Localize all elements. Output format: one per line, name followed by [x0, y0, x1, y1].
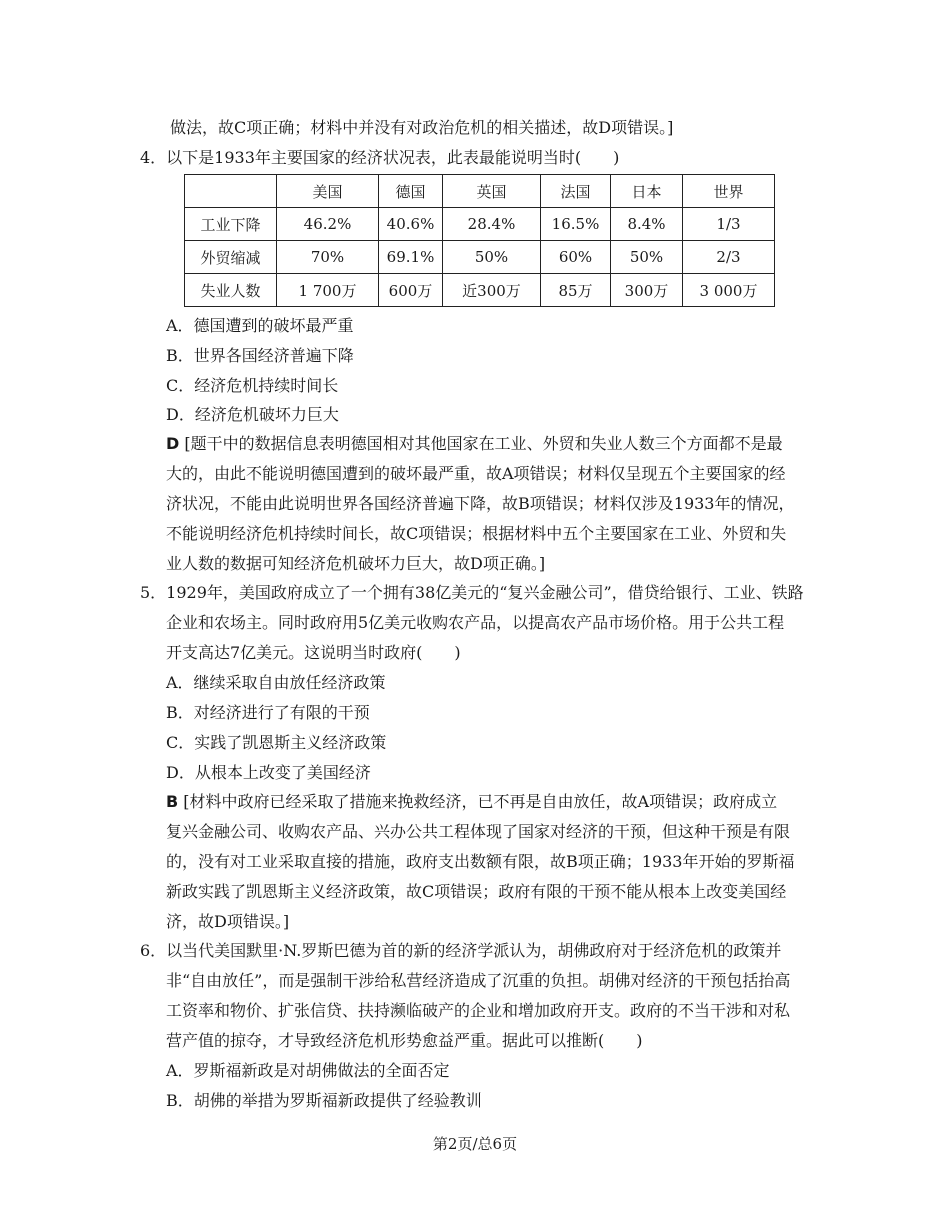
table-row	[185, 274, 775, 307]
answer-letter: D	[166, 434, 180, 453]
table-header-cell: 英国	[443, 175, 541, 208]
table-cell: 16.5%	[541, 208, 611, 241]
economic-status-table	[184, 174, 775, 307]
line-text: 工资率和物价、扩张信贷、扶持濒临破产的企业和增加政府开支。政府的不当干涉和对私	[166, 1001, 791, 1020]
text-line	[166, 882, 786, 902]
line-text: A．罗斯福新政是对胡佛做法的全面否定	[166, 1061, 450, 1080]
table-cell: 50%	[611, 241, 683, 274]
text-line	[140, 148, 619, 168]
table-cell: 69.1%	[379, 241, 443, 274]
line-text: 6．以当代美国默里·N.罗斯巴德为首的新的经济学派认为，胡佛政府对于经济危机的政策并	[140, 941, 782, 960]
text-line	[166, 434, 783, 454]
text-line	[166, 971, 790, 991]
table-cell: 40.6%	[379, 208, 443, 241]
table-row-label: 工业下降	[185, 208, 277, 241]
line-text: A．继续采取自由放任经济政策	[166, 673, 386, 692]
table-cell: 8.4%	[611, 208, 683, 241]
table-cell: 46.2%	[277, 208, 379, 241]
table-cell: 60%	[541, 241, 611, 274]
table-header-cell: 美国	[277, 175, 379, 208]
text-line	[166, 494, 794, 514]
text-line	[166, 703, 370, 723]
line-text: D．经济危机破坏力巨大	[166, 405, 339, 424]
line-text: 不能说明经济危机持续时间长，故C项错误；根据材料中五个主要国家在工业、外贸和失	[166, 524, 787, 543]
text-line	[166, 822, 790, 842]
answer-letter: B	[166, 792, 179, 811]
text-line	[166, 792, 777, 812]
line-text: B．世界各国经济普遍下降	[166, 346, 354, 365]
text-line	[166, 405, 339, 425]
text-line	[140, 941, 781, 961]
text-line	[166, 852, 794, 872]
text-line	[166, 464, 786, 484]
table-cell: 2/3	[683, 241, 775, 274]
line-text: C．实践了凯恩斯主义经济政策	[166, 733, 387, 752]
table-row	[185, 208, 775, 241]
line-text: 的，没有对工业采取直接的措施，政府支出数额有限，故B项正确；1933年开始的罗斯福	[166, 852, 795, 871]
table-row	[185, 241, 775, 274]
table-cell: 600万	[379, 274, 443, 307]
text-line	[166, 316, 354, 336]
table-header-cell: 法国	[541, 175, 611, 208]
table-cell: 300万	[611, 274, 683, 307]
text-line	[140, 583, 804, 603]
table-cell: 70%	[277, 241, 379, 274]
line-text: 大的，由此不能说明德国遭到的破坏最严重，故A项错误；材料仅呈现五个主要国家的经	[166, 464, 786, 483]
text-line	[170, 118, 673, 138]
line-text: 5．1929年，美国政府成立了一个拥有38亿美元的“复兴金融公司”，借贷给银行、工业、铁路	[140, 583, 804, 602]
table-cell: 3 000万	[683, 274, 775, 307]
table-row-label: 失业人数	[185, 274, 277, 307]
line-text: 济，故D项错误。]	[166, 912, 290, 931]
line-text: 开支高达7亿美元。这说明当时政府( )	[166, 643, 461, 662]
table-header-row	[185, 175, 775, 208]
line-text: 做法，故C项正确；材料中并没有对政治危机的相关描述，故D项错误。]	[170, 118, 674, 137]
text-line	[166, 376, 338, 396]
line-text: C．经济危机持续时间长	[166, 376, 339, 395]
text-line	[166, 554, 545, 574]
text-line	[166, 643, 461, 663]
text-line	[166, 912, 289, 932]
table-cell: 85万	[541, 274, 611, 307]
table-header-cell: 日本	[611, 175, 683, 208]
text-line	[166, 1001, 790, 1021]
text-line	[166, 1091, 482, 1111]
line-text: [材料中政府已经采取了措施来挽救经济，已不再是自由放任，故A项错误；政府成立	[178, 792, 778, 811]
table-cell: 1/3	[683, 208, 775, 241]
text-line	[166, 733, 386, 753]
table-header-cell: 德国	[379, 175, 443, 208]
line-text: 济状况，不能由此说明世界各国经济普遍下降，故B项错误；材料仅涉及1933年的情况，	[166, 494, 795, 513]
text-line	[166, 613, 784, 633]
table-cell: 1 700万	[277, 274, 379, 307]
line-text: D．从根本上改变了美国经济	[166, 763, 371, 782]
line-text: B．对经济进行了有限的干预	[166, 703, 370, 722]
line-text: A．德国遭到的破坏最严重	[166, 316, 354, 335]
text-line	[166, 346, 354, 366]
text-line	[166, 1061, 450, 1081]
text-line	[166, 524, 786, 544]
table-cell: 28.4%	[443, 208, 541, 241]
line-text: 企业和农场主。同时政府用5亿美元收购农产品，以提高农产品市场价格。用于公共工程	[166, 613, 785, 632]
line-text: B．胡佛的举措为罗斯福新政提供了经验教训	[166, 1091, 482, 1110]
table-row-label: 外贸缩减	[185, 241, 277, 274]
line-text: 新政实践了凯恩斯主义经济政策，故C项错误；政府有限的干预不能从根本上改变美国经	[166, 882, 787, 901]
table-cell: 50%	[443, 241, 541, 274]
line-text: 复兴金融公司、收购农产品、兴办公共工程体现了国家对经济的干预，但这种干预是有限	[166, 822, 791, 841]
line-text: 4．以下是1933年主要国家的经济状况表，此表最能说明当时( )	[140, 148, 620, 167]
text-line	[166, 673, 386, 693]
page-footer: 第2页/总6页	[432, 1135, 518, 1153]
line-text: 业人数的数据可知经济危机破坏力巨大，故D项正确。]	[166, 554, 546, 573]
line-text: [题干中的数据信息表明德国相对其他国家在工业、外贸和失业人数三个方面都不是最	[179, 434, 783, 453]
text-line	[166, 1031, 643, 1051]
table-header-cell: 世界	[683, 175, 775, 208]
table-header-cell	[185, 175, 277, 208]
table-cell: 近300万	[443, 274, 541, 307]
line-text: 非“自由放任”，而是强制干涉给私营经济造成了沉重的负担。胡佛对经济的干预包括抬高	[166, 971, 791, 990]
text-line	[166, 763, 371, 783]
line-text: 营产值的掠夺，才导致经济危机形势愈益严重。据此可以推断( )	[166, 1031, 643, 1050]
